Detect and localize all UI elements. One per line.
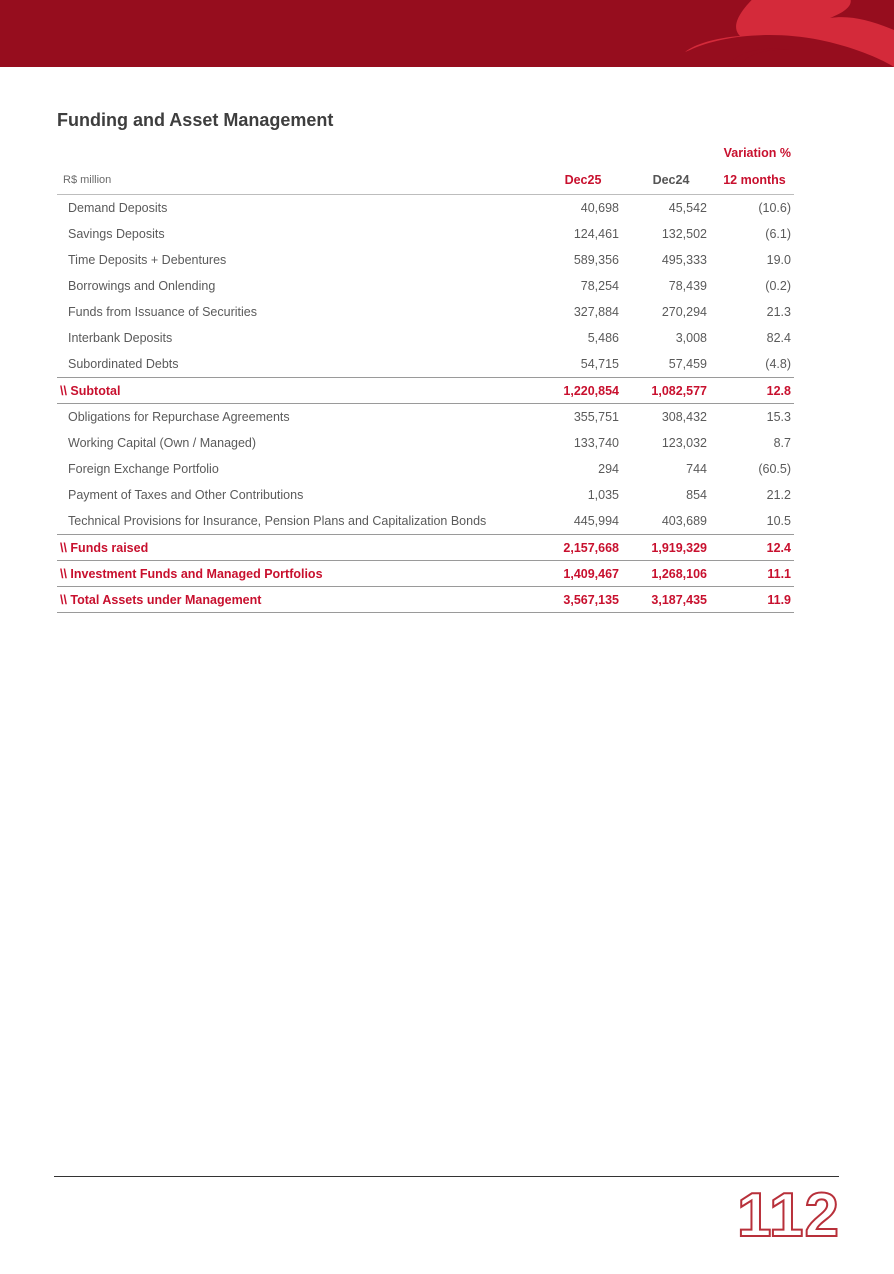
- variation-header: Variation %: [723, 146, 791, 160]
- total-row: [57, 378, 794, 404]
- cell-variation: (0.2): [765, 279, 791, 293]
- table-row: [57, 404, 794, 431]
- row-label: Time Deposits + Debentures: [68, 253, 227, 267]
- cell-dec24: 3,008: [675, 331, 707, 345]
- cell-dec24: 1,268,106: [627, 561, 715, 587]
- table-row: [57, 325, 794, 351]
- cell-variation: 21.2: [766, 488, 791, 502]
- cell-variation: 19.0: [766, 253, 791, 267]
- cell-dec25: 78,254: [580, 279, 619, 293]
- cell-dec24: 1,082,577: [627, 378, 715, 404]
- cell-dec25: 133,740: [573, 436, 619, 450]
- cell-dec24: 123,032: [661, 436, 707, 450]
- table-row: [57, 456, 794, 482]
- unit-label: R$ million: [57, 166, 539, 195]
- cell-variation: 10.5: [766, 514, 791, 528]
- cell-dec25: 1,409,467: [539, 561, 627, 587]
- header-band: [0, 0, 894, 67]
- cell-variation: 8.7: [773, 436, 791, 450]
- cell-variation: (4.8): [765, 357, 791, 371]
- flame-logo-icon: [0, 0, 894, 67]
- cell-variation: 12.8: [715, 378, 794, 404]
- cell-dec25: 589,356: [573, 253, 619, 267]
- row-label: \\ Investment Funds and Managed Portfolios: [57, 561, 539, 587]
- cell-dec25: 5,486: [587, 331, 619, 345]
- footer-divider: [54, 1176, 839, 1177]
- table-row: [57, 273, 794, 299]
- row-label: Technical Provisions for Insurance, Pension Plans and Capitalization Bonds: [68, 514, 487, 528]
- cell-dec24: 744: [686, 462, 707, 476]
- cell-variation: 11.9: [715, 587, 794, 613]
- row-label: Demand Deposits: [68, 201, 168, 215]
- row-label: \\ Subtotal: [57, 378, 539, 404]
- table-row: [57, 195, 794, 222]
- cell-dec25: 3,567,135: [539, 587, 627, 613]
- cell-dec25: 355,751: [573, 410, 619, 424]
- row-label: Savings Deposits: [68, 227, 165, 241]
- row-label: Interbank Deposits: [68, 331, 173, 345]
- cell-dec25: 445,994: [573, 514, 619, 528]
- cell-dec24: 854: [686, 488, 707, 502]
- cell-dec25: 40,698: [580, 201, 619, 215]
- table-row: [57, 299, 794, 325]
- cell-dec24: 270,294: [661, 305, 707, 319]
- page-title: Funding and Asset Management: [57, 110, 334, 130]
- row-label: \\ Total Assets under Management: [57, 587, 539, 613]
- cell-variation: 11.1: [715, 561, 794, 587]
- row-label: Foreign Exchange Portfolio: [68, 462, 219, 476]
- cell-dec24: 132,502: [661, 227, 707, 241]
- table-body: [57, 195, 794, 613]
- funding-table: [57, 140, 794, 613]
- cell-dec24: 495,333: [661, 253, 707, 267]
- row-label: Borrowings and Onlending: [68, 279, 216, 293]
- row-label: Obligations for Repurchase Agreements: [68, 410, 290, 424]
- row-label: Subordinated Debts: [68, 357, 179, 371]
- col-12months-header: 12 months: [715, 166, 794, 195]
- cell-variation: (6.1): [765, 227, 791, 241]
- cell-dec25: 1,035: [587, 488, 619, 502]
- table-row: [57, 351, 794, 378]
- cell-variation: (10.6): [758, 201, 791, 215]
- row-label: Payment of Taxes and Other Contributions: [68, 488, 304, 502]
- cell-variation: 82.4: [766, 331, 791, 345]
- table-row: [57, 221, 794, 247]
- cell-variation: 12.4: [715, 535, 794, 561]
- col-dec24-header: Dec24: [627, 166, 715, 195]
- cell-dec24: 78,439: [668, 279, 707, 293]
- cell-dec25: 294: [598, 462, 619, 476]
- cell-dec25: 2,157,668: [539, 535, 627, 561]
- cell-variation: (60.5): [758, 462, 791, 476]
- cell-dec24: 308,432: [661, 410, 707, 424]
- cell-variation: 21.3: [766, 305, 791, 319]
- table-row: [57, 508, 794, 535]
- cell-dec24: 1,919,329: [627, 535, 715, 561]
- col-dec25-header: Dec25: [539, 166, 627, 195]
- table-header: [57, 166, 794, 195]
- cell-variation: 15.3: [766, 410, 791, 424]
- cell-dec25: 1,220,854: [539, 378, 627, 404]
- cell-dec24: 403,689: [661, 514, 707, 528]
- row-label: \\ Funds raised: [57, 535, 539, 561]
- table-row: [57, 247, 794, 273]
- cell-dec25: 124,461: [573, 227, 619, 241]
- cell-dec24: 45,542: [668, 201, 707, 215]
- table-row: [57, 430, 794, 456]
- page-number: 112: [736, 1181, 840, 1250]
- cell-dec25: 54,715: [580, 357, 619, 371]
- total-row: [57, 535, 794, 561]
- total-row: [57, 587, 794, 613]
- cell-dec25: 327,884: [573, 305, 619, 319]
- row-label: Working Capital (Own / Managed): [68, 436, 257, 450]
- total-row: [57, 561, 794, 587]
- cell-dec24: 3,187,435: [627, 587, 715, 613]
- table-header-top: [57, 140, 794, 166]
- cell-dec24: 57,459: [668, 357, 707, 371]
- table-row: [57, 482, 794, 508]
- row-label: Funds from Issuance of Securities: [68, 305, 257, 319]
